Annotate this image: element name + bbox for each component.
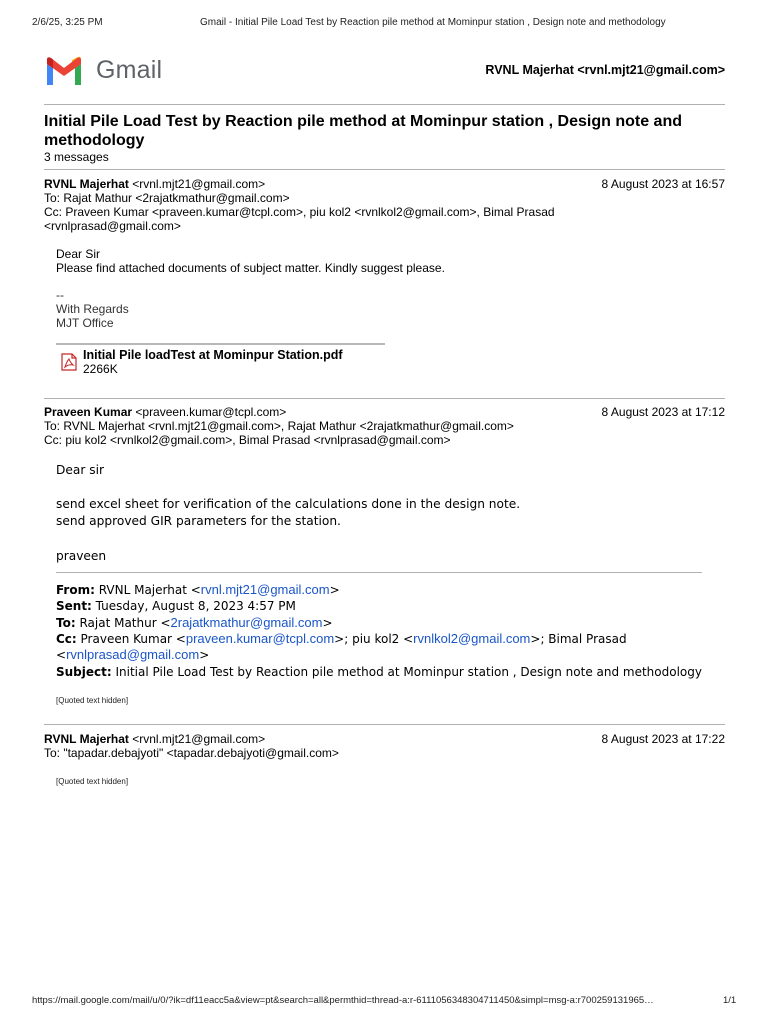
body-line: send approved GIR parameters for the station.: [56, 514, 341, 528]
sender-email: <rvnl.mjt21@gmail.com>: [128, 732, 266, 746]
sender-name: Praveen Kumar: [44, 405, 133, 419]
attachment-size: 2266K: [83, 362, 118, 376]
message-date: 8 August 2023 at 16:57: [601, 177, 725, 191]
body-line: send excel sheet for verification of the calculations done in the design note.: [56, 497, 521, 511]
message-cc: Cc: piu kol2 <rvnlkol2@gmail.com>, Bimal Prasad <rvnlprasad@gmail.com>: [44, 433, 451, 447]
forward-subject-label: Subject:: [56, 665, 112, 679]
signature-line: With Regards: [56, 302, 129, 316]
gmail-wordmark: Gmail: [96, 56, 163, 84]
sender-email: <rvnl.mjt21@gmail.com>: [128, 177, 266, 191]
forward-cc-text: <: [56, 648, 67, 662]
message-cc-continued: <rvnlprasad@gmail.com>: [44, 219, 181, 233]
forward-to-name: Rajat Mathur <: [75, 616, 171, 630]
forward-cc-label: Cc:: [56, 632, 77, 646]
account-label: RVNL Majerhat <rvnl.mjt21@gmail.com>: [485, 63, 725, 77]
sender-name: RVNL Majerhat: [44, 732, 129, 746]
forward-sent-label: Sent:: [56, 599, 92, 613]
forward-sent-value: Tuesday, August 8, 2023 4:57 PM: [91, 599, 296, 613]
body-line: praveen: [56, 549, 107, 563]
forward-cc-text: >; Bimal Prasad: [530, 632, 627, 646]
forward-cc-text: >: [199, 648, 210, 662]
body-line: Dear sir: [56, 463, 104, 477]
signature-line: MJT Office: [56, 316, 114, 330]
body-line: Please find attached documents of subject matter. Kindly suggest please.: [56, 261, 445, 275]
forward-sent: [56, 598, 296, 615]
forward-to-email-link[interactable]: 2rajatkmathur@gmail.com: [170, 615, 323, 630]
print-page-title: Gmail - Initial Pile Load Test by Reaction pile method at Mominpur station , Design note and methodology: [200, 17, 666, 28]
sender-email: <praveen.kumar@tcpl.com>: [132, 405, 287, 419]
message-sender: [44, 405, 286, 419]
forward-from: [56, 581, 340, 599]
print-url: https://mail.google.com/mail/u/0/?ik=df11eacc5a&view=pt&search=all&permthid=thread-a:r-6111056348304711450&simpl=msg-a:r700259131965…: [32, 995, 654, 1006]
quoted-text-toggle[interactable]: [Quoted text hidden]: [56, 777, 129, 786]
forward-from-close: >: [329, 583, 340, 597]
forward-subject-value: Initial Pile Load Test by Reaction pile method at Mominpur station , Design note and methodology: [111, 665, 702, 679]
forward-cc-email-link[interactable]: praveen.kumar@tcpl.com: [185, 631, 335, 646]
gmail-m-logo-icon: [44, 56, 84, 86]
forward-from-label: From:: [56, 583, 95, 597]
sender-name: RVNL Majerhat: [44, 177, 129, 191]
thread-subject: Initial Pile Load Test by Reaction pile method at Mominpur station , Design note and methodology: [44, 113, 682, 149]
divider: [44, 398, 725, 399]
message-date: 8 August 2023 at 17:12: [601, 405, 725, 419]
message-date: 8 August 2023 at 17:22: [601, 732, 725, 746]
message-cc: Cc: Praveen Kumar <praveen.kumar@tcpl.com>, piu kol2 <rvnlkol2@gmail.com>, Bimal Prasad: [44, 205, 555, 219]
signature-line: --: [56, 288, 64, 302]
forward-cc-continued: [56, 646, 209, 664]
pdf-file-icon[interactable]: [61, 353, 77, 371]
quoted-text-toggle[interactable]: [Quoted text hidden]: [56, 696, 129, 705]
forward-to-label: To:: [56, 616, 76, 630]
page-number: 1/1: [723, 995, 737, 1006]
forward-from-name: RVNL Majerhat <: [94, 583, 201, 597]
message-sender: [44, 177, 265, 191]
gmail-logo[interactable]: [44, 56, 166, 86]
forward-to-close: >: [322, 616, 333, 630]
forward-cc-email-link[interactable]: rvnlprasad@gmail.com: [66, 647, 200, 662]
forward-cc-email-link[interactable]: rvnlkol2@gmail.com: [413, 631, 531, 646]
divider: [44, 724, 725, 725]
message-count: 3 messages: [44, 150, 109, 164]
message-to: To: Rajat Mathur <2rajatkmathur@gmail.com>: [44, 191, 290, 205]
message-to: To: RVNL Majerhat <rvnl.mjt21@gmail.com>, Rajat Mathur <2rajatkmathur@gmail.com>: [44, 419, 514, 433]
message-to: To: "tapadar.debajyoti" <tapadar.debajyoti@gmail.com>: [44, 746, 339, 760]
forward-subject: [56, 664, 702, 681]
message-sender: [44, 732, 265, 746]
divider: [44, 169, 725, 170]
forward-cc-text: >; piu kol2 <: [334, 632, 414, 646]
divider: [44, 104, 725, 105]
attachment-divider: [56, 343, 385, 345]
print-datetime: 2/6/25, 3:25 PM: [32, 17, 103, 28]
forward-divider: [56, 572, 702, 573]
attachment-name[interactable]: Initial Pile loadTest at Mominpur Station.pdf: [83, 348, 343, 362]
forward-cc-text: Praveen Kumar <: [76, 632, 186, 646]
body-line: Dear Sir: [56, 247, 101, 261]
forward-from-email-link[interactable]: rvnl.mjt21@gmail.com: [200, 582, 330, 597]
